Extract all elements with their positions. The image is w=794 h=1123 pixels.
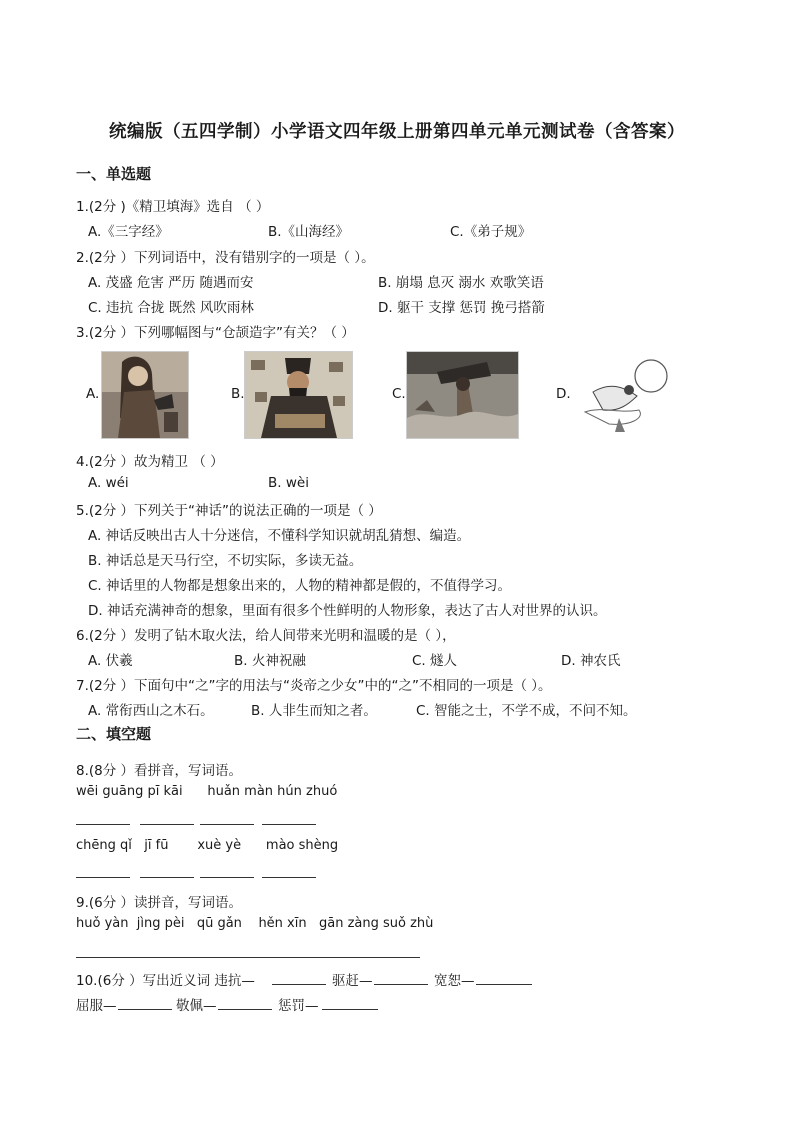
answer-blank[interactable] bbox=[322, 1009, 378, 1010]
section-heading-single-choice: 一、单选题 bbox=[76, 165, 152, 183]
answer-blank[interactable] bbox=[476, 984, 532, 985]
question-9-stem: 9.(6分 ）读拼音，写词语。 bbox=[76, 895, 243, 911]
question-6-option-d: D. 神农氏 bbox=[561, 653, 621, 669]
question-10-stem: 10.(6分 ）写出近义词 违抗— bbox=[76, 973, 255, 989]
question-5-option-c: C. 神话里的人物都是想象出来的，人物的精神都是假的，不值得学习。 bbox=[88, 578, 512, 594]
question-5-option-b: B. 神话总是天马行空，不切实际，多读无益。 bbox=[88, 553, 363, 569]
girl-with-bird-illustration bbox=[102, 352, 188, 438]
question-7-stem: 7.(2分 ）下面句中“之”字的用法与“炎帝之少女”中的“之”不相同的一项是（ ）。 bbox=[76, 678, 552, 694]
question-6-stem: 6.(2分 ）发明了钻木取火法，给人间带来光明和温暖的是（ ）， bbox=[76, 628, 456, 644]
question-7-option-a: A. 常衔西山之木石。 bbox=[88, 703, 214, 719]
question-6-option-a: A. 伏羲 bbox=[88, 653, 133, 669]
answer-blank[interactable] bbox=[374, 984, 428, 985]
question-3-option-c: C. bbox=[392, 386, 406, 402]
question-2-stem: 2.(2分 ）下列词语中，没有错别字的一项是（ ）。 bbox=[76, 250, 375, 266]
synonym-prompt-6: 惩罚— bbox=[278, 998, 319, 1014]
question-3-option-b: B. bbox=[231, 386, 245, 402]
answer-blank[interactable] bbox=[218, 1009, 272, 1010]
question-4-option-a: A. wéi bbox=[88, 475, 129, 491]
section-heading-fill-in: 二、填空题 bbox=[76, 725, 152, 743]
answer-blank[interactable] bbox=[140, 877, 194, 878]
question-2-option-d: D. 躯干 支撑 惩罚 挽弓搭箭 bbox=[378, 300, 545, 316]
question-5-option-a: A. 神话反映出古人十分迷信，不懂科学知识就胡乱猜想、编造。 bbox=[88, 528, 471, 544]
option-d-image bbox=[578, 351, 672, 439]
question-5-stem: 5.(2分 ）下列关于“神话”的说法正确的一项是（ ） bbox=[76, 503, 382, 519]
question-1-option-b: B.《山海经》 bbox=[268, 224, 350, 240]
question-2-option-a: A. 茂盛 危害 严历 随遇而安 bbox=[88, 275, 254, 291]
question-6-option-c: C. 燧人 bbox=[412, 653, 458, 669]
question-1-option-a: A.《三字经》 bbox=[88, 224, 169, 240]
question-7-option-c: C. 智能之士，不学不成，不问不知。 bbox=[416, 703, 637, 719]
question-1-option-c: C.《弟子规》 bbox=[450, 224, 532, 240]
question-1-stem: 1.(2分 )《精卫填海》选自 （ ） bbox=[76, 199, 270, 215]
answer-blank[interactable] bbox=[140, 824, 194, 825]
question-8-pinyin-row-2: chēng qǐ jī fū xuè yè mào shèng bbox=[76, 838, 339, 853]
synonym-prompt-4: 屈服— bbox=[76, 998, 117, 1014]
option-a-image bbox=[101, 351, 189, 439]
question-4-option-b: B. wèi bbox=[268, 475, 309, 491]
synonym-prompt-2: 驱赶— bbox=[332, 973, 373, 989]
question-3-option-a: A. bbox=[86, 386, 100, 402]
answer-blank[interactable] bbox=[76, 877, 130, 878]
answer-blank[interactable] bbox=[262, 877, 316, 878]
synonym-prompt-5: 敬佩— bbox=[176, 998, 217, 1014]
flying-fairy-sketch bbox=[579, 352, 671, 438]
question-9-pinyin-row: huǒ yàn jìng pèi qū gǎn hěn xīn gān zàng suǒ zhù bbox=[76, 916, 434, 931]
answer-blank-line[interactable] bbox=[76, 957, 420, 958]
question-8-stem: 8.(8分 ）看拼音，写词语。 bbox=[76, 763, 243, 779]
cangjie-illustration bbox=[245, 352, 352, 438]
answer-blank[interactable] bbox=[76, 824, 130, 825]
question-4-stem: 4.(2分 ）故为精卫 （ ） bbox=[76, 454, 224, 470]
answer-blank[interactable] bbox=[200, 824, 254, 825]
answer-blank[interactable] bbox=[118, 1009, 172, 1010]
answer-blank[interactable] bbox=[200, 877, 254, 878]
question-7-option-b: B. 人非生而知之者。 bbox=[251, 703, 377, 719]
question-2-option-b: B. 崩塌 息灭 溺水 欢歌笑语 bbox=[378, 275, 544, 291]
option-c-image bbox=[406, 351, 519, 439]
question-6-option-b: B. 火神祝融 bbox=[234, 653, 306, 669]
question-3-stem: 3.(2分 ）下列哪幅图与“仓颉造字”有关？（ ） bbox=[76, 325, 355, 341]
question-5-option-d: D. 神话充满神奇的想象，里面有很多个性鲜明的人物形象，表达了古人对世界的认识。 bbox=[88, 603, 607, 619]
answer-blank[interactable] bbox=[272, 984, 326, 985]
answer-blank[interactable] bbox=[262, 824, 316, 825]
question-3-option-d: D. bbox=[556, 386, 571, 402]
option-b-image bbox=[244, 351, 353, 439]
question-8-pinyin-row-1: wēi guāng pī kāi huǎn màn hún zhuó bbox=[76, 784, 338, 799]
page-title: 统编版（五四学制）小学语文四年级上册第四单元单元测试卷（含答案） bbox=[109, 122, 685, 142]
figure-on-clouds-illustration bbox=[407, 352, 518, 438]
synonym-prompt-3: 宽恕— bbox=[434, 973, 475, 989]
question-2-option-c: C. 违抗 合拢 既然 风吹雨林 bbox=[88, 300, 254, 316]
